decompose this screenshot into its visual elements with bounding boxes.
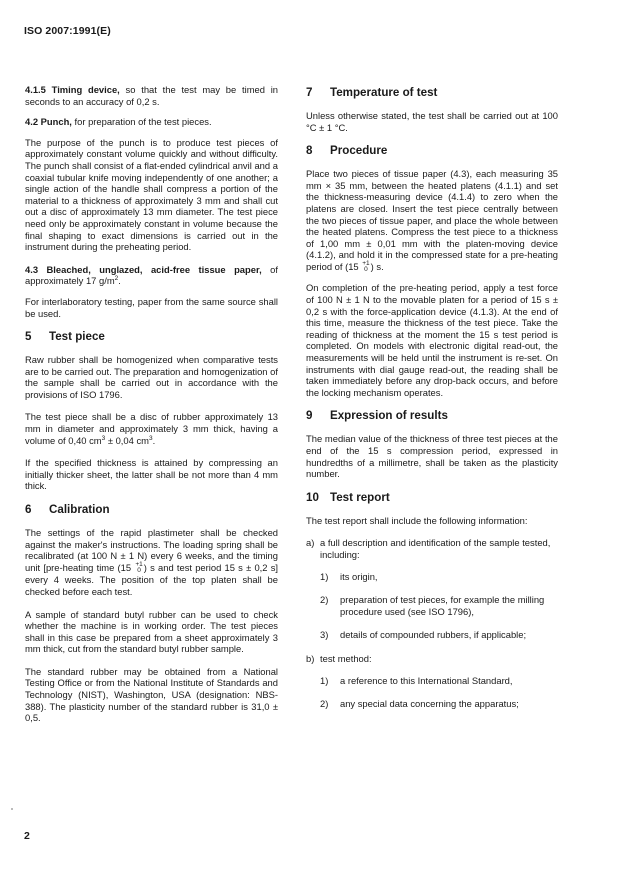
list-label: 3) [320,629,329,641]
text-run: . [152,434,156,446]
list-label: a) [306,537,315,549]
list-item [306,653,558,665]
standard-header: ISO 2007:1991(E) [24,25,111,37]
clause-body: for preparation of the test pieces. [74,116,212,128]
clause-4-1-5 [25,84,278,107]
section-heading-10 [306,491,558,504]
scan-speck [11,808,13,810]
clause-body: of approximately 17 g/m [25,263,278,287]
text-run: ) s. [370,260,384,272]
punch-paragraph: The purpose of the punch is to produce test pieces of approximately constant volume quickly and without difficulty. The punch shall consist of a flat-ended cylindrical anvil and a coaxial tubular knife moving independently of one another; a single action of the handle shall compress a portion of the material to a thickness of approximately 3 mm and shall cut out a disc of approximately 13 mm diameter. The test piece need only be approximately constant in volume because the final shaping to exact dimensions is carried out in the instrument during the preheating period. [25,136,278,253]
list-item [306,537,558,560]
section-number: 9 [306,409,313,423]
temperature-paragraph: Unless otherwise stated, the test shall be carried out at 100 °C ± 1 °C. [306,110,558,133]
section-number: 7 [306,86,313,99]
section-number: 10 [306,490,319,504]
list-text: a full description and identification of the sample tested, including: [320,537,551,560]
report-list [306,537,558,709]
section-title: Calibration [49,503,110,517]
section-number: 5 [25,330,32,344]
clause-title: Timing device, [51,84,120,95]
section-title: Test piece [49,330,105,344]
test-piece-paragraph-2 [25,411,278,446]
clause-title: Bleached, unglazed, acid-free tissue paper, [46,263,262,275]
list-text: details of compounded rubbers, if applicable; [340,629,527,641]
section-title: Procedure [330,144,388,158]
test-piece-paragraph-1: Raw rubber shall be homogenized when comparative tests are to be carried out. The preparation and homogenization of the sample shall be carried out in accordance with the provisions of ISO 1796. [25,354,278,400]
sub-list-item [320,698,558,710]
page-number: 2 [24,830,30,842]
tolerance-fraction [135,562,142,574]
report-intro: The test report shall include the following information: [306,514,528,526]
sub-list-item [320,571,558,583]
calibration-paragraph-1 [25,527,278,597]
text-run: ± 0,04 cm [105,434,149,446]
section-number: 6 [25,503,32,517]
section-title: Expression of results [330,409,448,423]
calibration-paragraph-2: A sample of standard butyl rubber can be used to check whether the machine is in working order. The test pieces shall in this case be prepared from a sheet approximately 3 mm thick, cut from the standard butyl rubber sample. [25,608,278,655]
superscript: 2 [114,275,119,283]
section-heading-5 [25,330,278,343]
sub-list-item [320,675,558,687]
results-paragraph: The median value of the thickness of three test pieces at the end of the 15 s compression period, expressed in hundredths of a millimetre, shall be taken as the plasticity number. [306,433,558,480]
clause-end: . [118,275,121,287]
section-heading-7 [306,86,558,99]
clause-number: 4.1.5 [25,84,46,95]
procedure-paragraph-2: On completion of the pre-heating period, apply a test force of 100 N ± 1 N to the movable platen for a period of 15 s ± 0,2 s with the force-application device (4.1.3). At the end of this time, measure the thickness of the test piece. Take the reading of thickness at the moment the 15 s test period is completed. On models with electronic digital read-out, the measurements will be held until the instrument is re-set. On instruments with dial gauge read-out, the reading shall be taken immediately before any drop-back occurs, and before the locking mechanism operates. [306,282,558,398]
clause-4-3 [25,264,278,287]
list-label: 1) [320,674,329,686]
text-run: ) s and test period 15 s ± 0,2 s] every 4 weeks. The position of the top platen shall be checked before each test. [25,561,278,597]
sub-list-item [320,594,558,617]
list-text: any special data concerning the apparatus; [340,698,519,710]
frac-top: +1 [135,561,143,569]
procedure-paragraph-1 [306,168,558,273]
frac-bottom: 0 [137,567,141,575]
text-run: The test piece shall be a disc of rubber approximately 13 mm in diameter and approximately 3 mm thick, having a volume of 0,40 cm [25,411,278,446]
list-text: a reference to this International Standard, [340,674,513,686]
superscript: 3 [148,434,153,442]
right-column [306,84,558,722]
list-label: 2) [320,594,329,606]
text-run: Place two pieces of tissue paper (4.3), each measuring 35 mm × 35 mm, between the heated platens (4.1.1) and set the thickness-measuring device (4.1.4) to zero when the platens are closed. Insert the test piece centrally between the two pieces of tissue paper, and place the whole between the heated platens. Compress the test piece to a thickness of 1,00 mm ± 0,01 mm with the platen-moving device (4.1.2), and hold it in the compressed state for a pre-heating period of (15 [306,168,558,272]
section-title: Test report [330,490,390,504]
section-number: 8 [306,144,313,158]
list-label: b) [306,652,315,664]
superscript: 3 [101,434,106,442]
clause-body: so that the test may be timed in seconds to an accuracy of 0,2 s. [25,84,279,107]
section-heading-6 [25,503,278,516]
list-text: preparation of test pieces, for example the milling procedure used (see ISO 1796), [340,594,545,617]
left-column [25,84,278,735]
tolerance-fraction [362,261,369,273]
list-label: 1) [320,570,329,582]
interlab-paragraph: For interlaboratory testing, paper from the same source shall be used. [25,295,278,319]
list-text: test method: [320,652,372,664]
clause-title: Punch, [40,116,72,128]
clause-number: 4.3 [25,263,39,275]
list-text: its origin, [340,570,378,582]
clause-4-2 [25,116,278,128]
sub-list-item [320,629,558,641]
frac-top: +1 [362,260,370,268]
test-piece-paragraph-3: If the specified thickness is attained by compressing an initially thicker sheet, the latter shall be not more than 4 mm thick. [25,457,278,492]
section-heading-9 [306,409,558,422]
frac-bottom: 0 [364,266,368,274]
section-title: Temperature of test [330,86,438,99]
section-heading-8 [306,144,558,157]
clause-number: 4.2 [25,116,39,128]
calibration-paragraph-3: The standard rubber may be obtained from a National Testing Office or from the National Institute of Standards and Technology (NIST), Washington, USA (designation: NBS-388). The plasticity number of the standard rubber is 31,0 ± 0,5. [25,665,278,724]
text-run: The settings of the rapid plastimeter shall be checked against the maker's instructions. The loading spring shall be recalibrated (at 100 N ± 1 N) every 6 weeks, and the timing unit [pre-heating time (15 [25,527,278,573]
list-label: 2) [320,698,329,710]
